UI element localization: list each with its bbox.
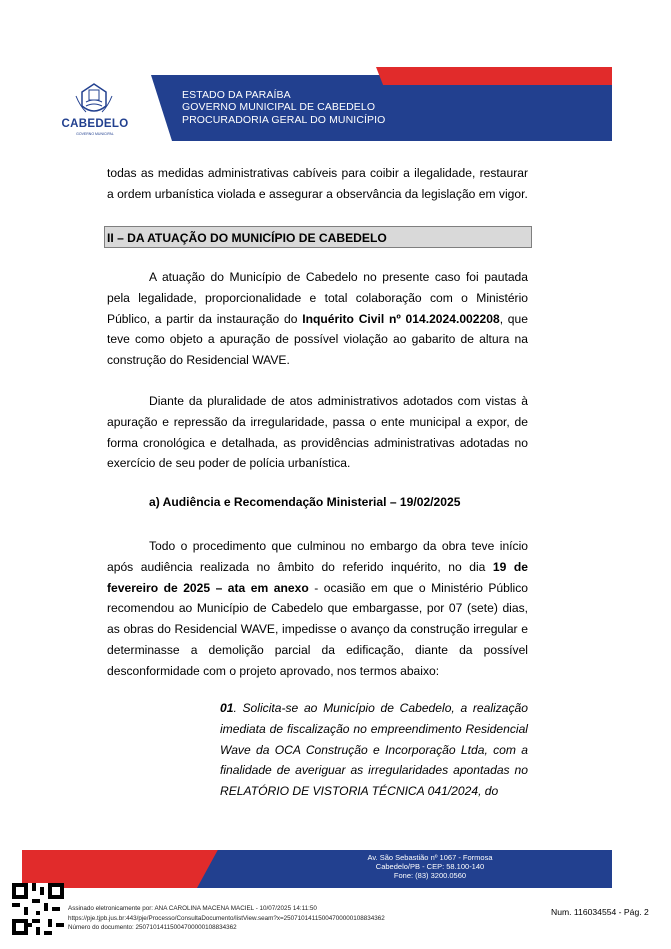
paragraph-continuation: todas as medidas administrativas cabíveis para coibir a ilegalidade, restaurar a ordem urbanística violada e assegurar a observância da legislação em vigor.: [107, 166, 528, 201]
date-highlight: 19 de fevereiro de 2025 – ata em anexo: [107, 559, 528, 595]
paragraph-atuacao: A atuação do Município de Cabedelo no presente caso foi pautada pela legalidade, proporcionalidade e total colaboração com o Ministério Público, a partir da instauração do Inquérito Civil nº 014.2024.002208, que teve como objeto a apuração de possível violação ao gabarito de altura na construção do Residencial WAVE.: [107, 270, 528, 368]
footer-address: [335, 853, 525, 881]
coat-of-arms-icon: [74, 82, 114, 118]
header-title: [182, 89, 385, 126]
footer-phone: Fone: (83) 3200.0560: [393, 871, 467, 881]
logo-wordmark: CABEDELO: [61, 118, 129, 130]
quoted-recommendation: 01. Solicita-se ao Município de Cabedelo, a realização imediata de fiscalização no empreendimento Residencial Wave da OCA Construção e Incorporação Ltda, com a finalidade de averiguar as irregularidades apontadas no RELATÓRIO DE VISTORIA TÉCNICA 041/2024, do: [220, 701, 528, 799]
signature-document-number: Número do documento: 25071014115004700000108834362: [68, 924, 237, 932]
paragraph-pluralidade: Diante da pluralidade de atos administrativos adotados com vistas à apuração e repressão da irregularidade, passa o ente municipal a expor, de forma cronológica e detalhada, as providências administrativas adotadas no exercício de seu poder de polícia urbanística.: [107, 394, 528, 471]
header-red-band: [376, 67, 612, 85]
logo-subtext: GOVERNO MUNICIPAL: [76, 132, 114, 136]
paragraph-procedimento: Todo o procedimento que culminou no embargo da obra teve início após audiência realizada no âmbito do referido inquérito, no dia 19 de fevereiro de 2025 – ata em anexo - ocasião em que o Ministério Público recomendou ao Município de Cabedelo que embargasse, por 07 (sete) dias, as obras do Residencial WAVE, impedisse o avanço da construção irregular e determinasse a demolição parcial da edificação, diante da possível desconformidade com o projeto aprovado, nos termos abaixo:: [107, 539, 529, 678]
quote-number: 01: [220, 701, 234, 715]
page-number: Num. 116034554 - Pág. 2: [551, 907, 649, 917]
header-line-government: GOVERNO MUNICIPAL DE CABEDELO: [182, 101, 376, 114]
footer-address-city: Cabedelo/PB - CEP: 58.100-140: [375, 862, 485, 872]
signature-signer: Assinado eletronicamente por: ANA CAROLINA MACENA MACIEL - 10/07/2025 14:11:50: [68, 905, 317, 912]
header-line-state: ESTADO DA PARAÍBA: [182, 89, 291, 101]
inquerito-reference: Inquérito Civil nº 014.2024.002208: [302, 311, 500, 326]
electronic-signature: [68, 904, 385, 933]
header-line-procuradoria: PROCURADORIA GERAL DO MUNICÍPIO: [182, 113, 386, 126]
subsection-heading: a) Audiência e Recomendação Ministerial – 19/02/2025: [149, 495, 461, 509]
signature-url[interactable]: https://pje.tjpb.jus.br:443/pje/Processo/ConsultaDocumento/listView.seam?x=25071014115004700000108834362: [68, 914, 385, 922]
footer-address-street: Av. São Sebastião nº 1067 - Formosa: [367, 853, 493, 862]
qr-code-icon: [12, 883, 64, 935]
section-heading: II – DA ATUAÇÃO DO MUNICÍPIO DE CABEDELO: [104, 226, 532, 248]
